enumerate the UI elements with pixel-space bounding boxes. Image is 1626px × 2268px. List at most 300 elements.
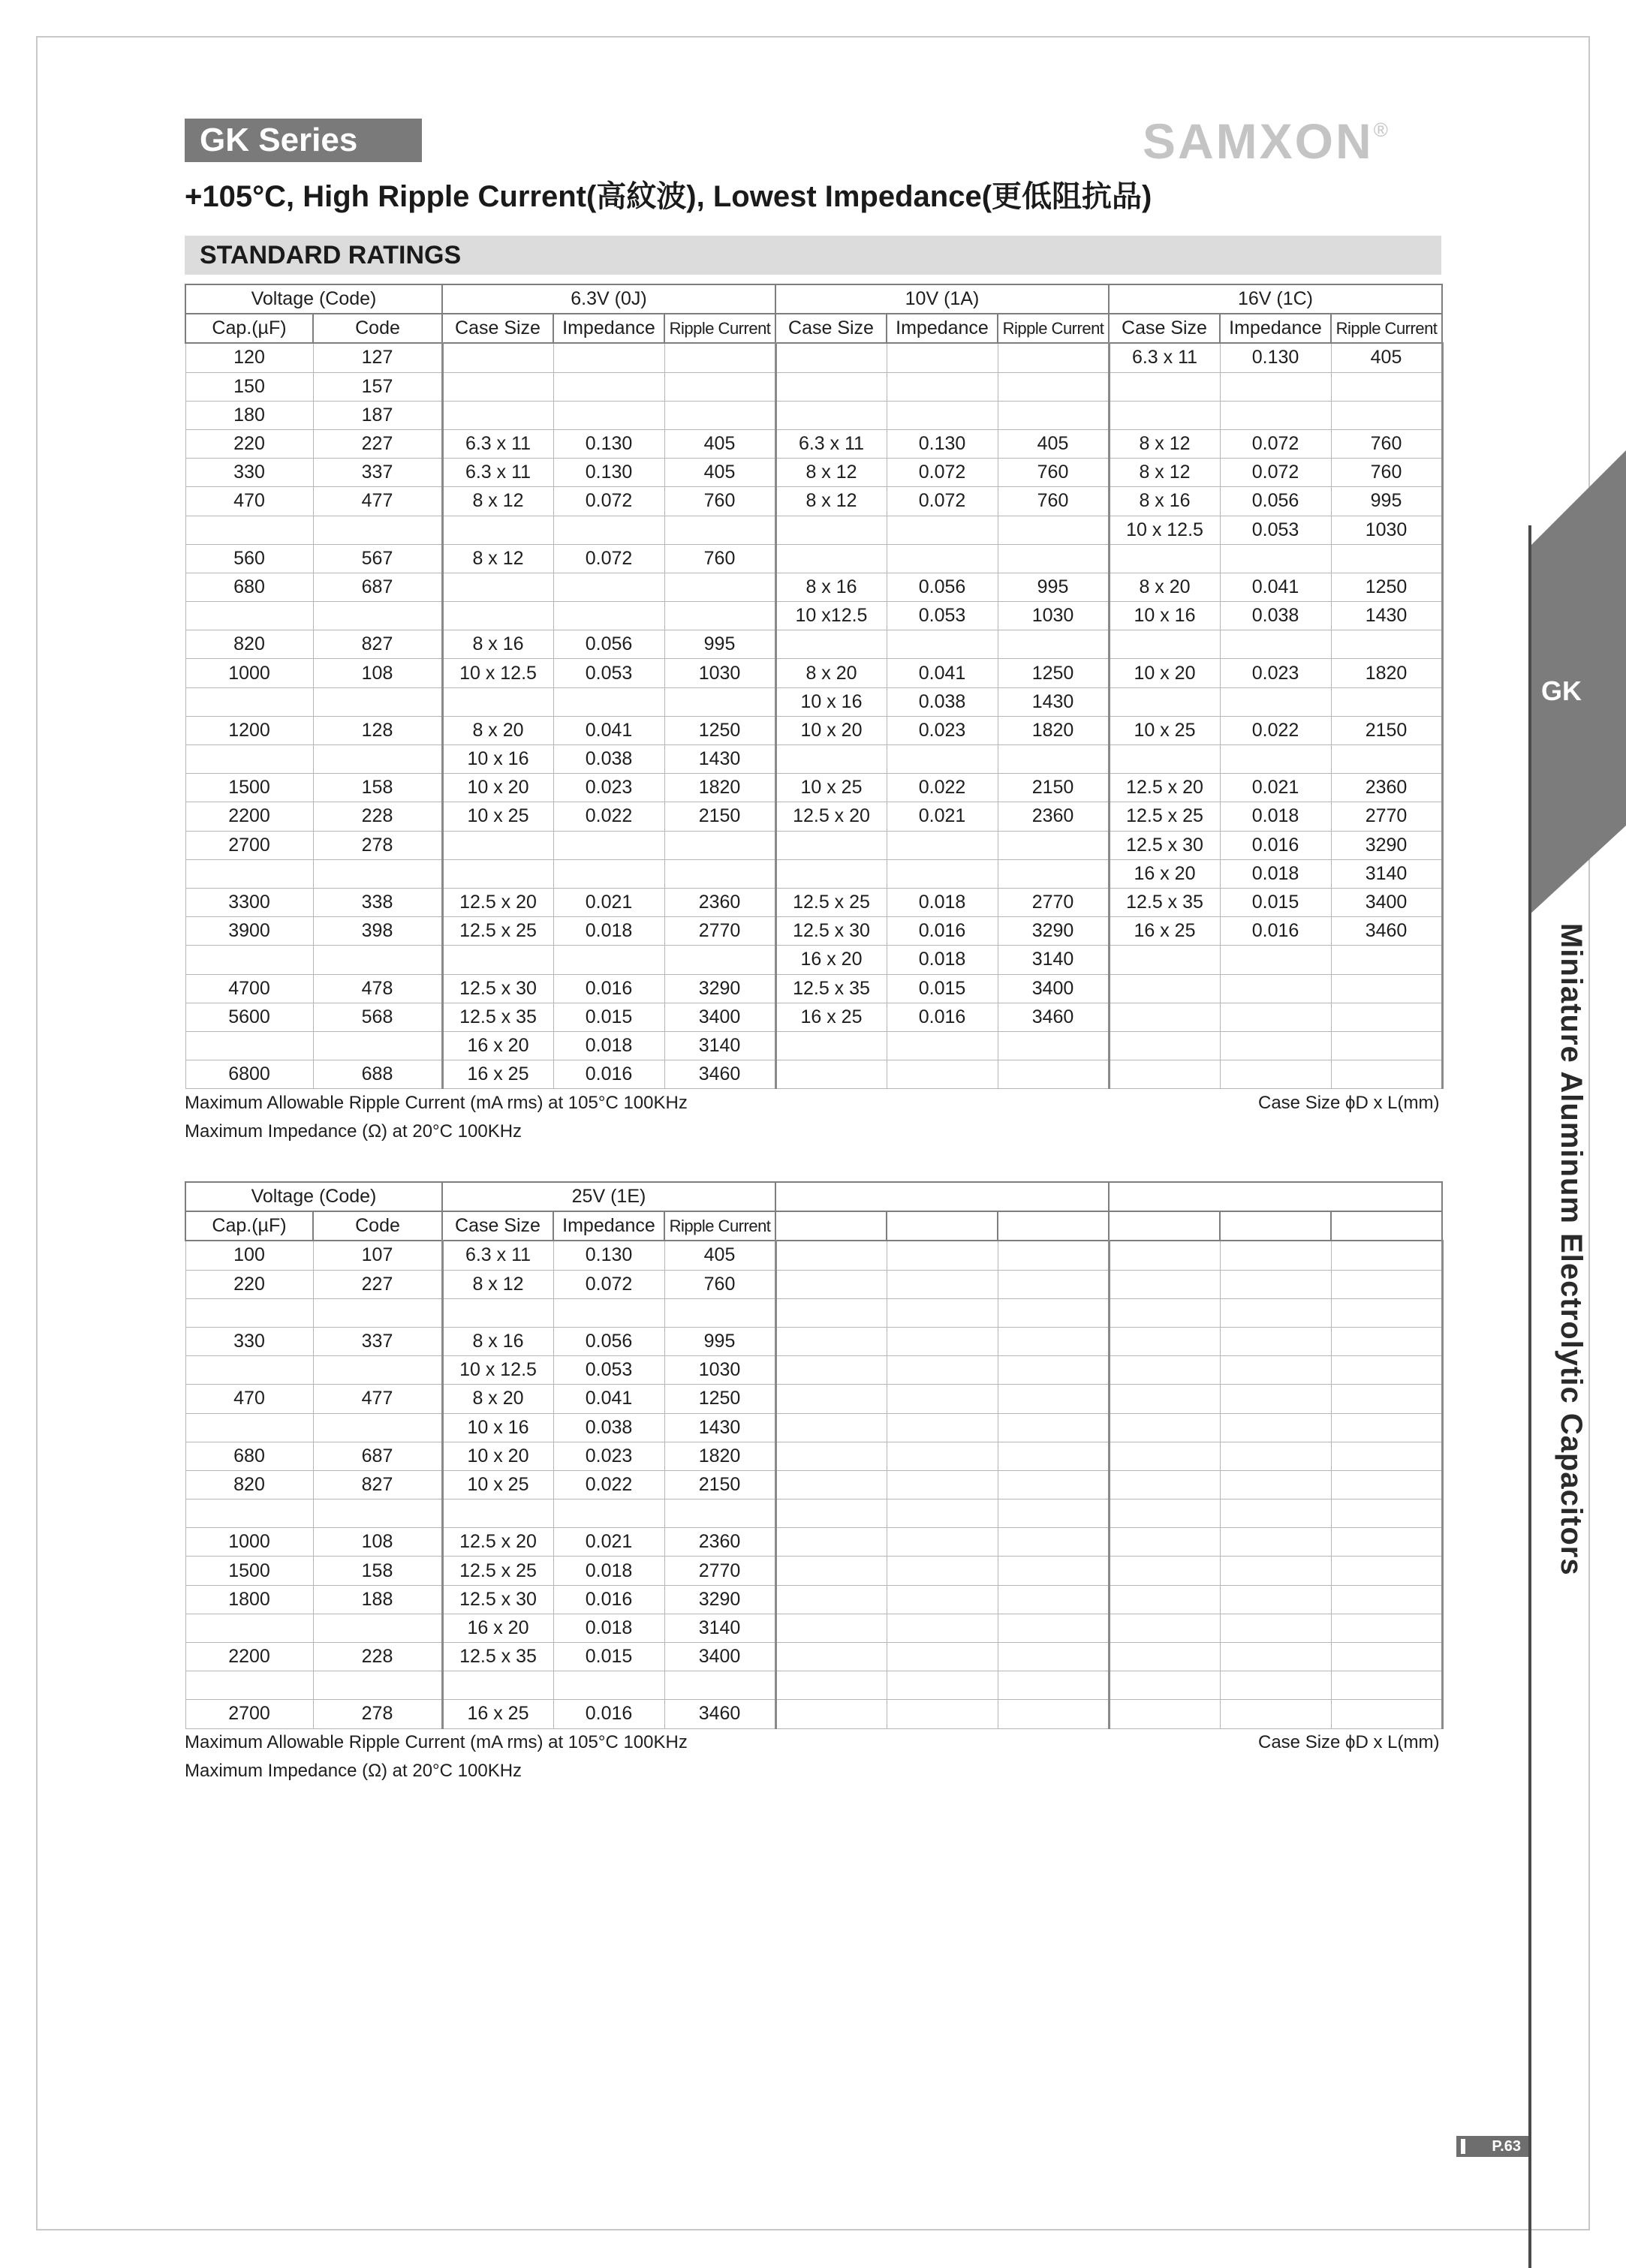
cap-cell: 470 [185, 1385, 313, 1413]
impedance-cell: 0.016 [887, 1003, 998, 1031]
table-row [185, 687, 1442, 716]
case-size-cell: 10 x 12.5 [442, 1356, 553, 1385]
case-size-cell [1109, 630, 1220, 659]
cap-cell: 2700 [185, 831, 313, 859]
empty-cell [775, 1327, 887, 1355]
empty-cell [1109, 1557, 1220, 1585]
code-cell: 827 [313, 1470, 442, 1499]
empty-cell [998, 1671, 1109, 1700]
impedance-cell: 0.056 [887, 573, 998, 601]
column-header: Ripple Current [1331, 314, 1442, 343]
ripple-current-cell: 1030 [998, 602, 1109, 630]
ripple-current-cell [664, 1298, 775, 1327]
case-size-cell: 16 x 25 [1109, 917, 1220, 946]
table-row [185, 630, 1442, 659]
impedance-cell [887, 859, 998, 888]
empty-cell [1331, 1557, 1442, 1585]
code-cell: 278 [313, 1700, 442, 1728]
ripple-current-cell: 1430 [664, 1413, 775, 1442]
cap-cell: 470 [185, 487, 313, 516]
case-size-cell: 10 x 20 [1109, 659, 1220, 687]
ripple-current-cell [664, 687, 775, 716]
impedance-cell: 0.072 [1220, 429, 1331, 458]
empty-cell [775, 1585, 887, 1614]
empty-cell [1109, 1643, 1220, 1671]
empty-cell [1220, 1700, 1331, 1728]
cap-header: Cap.(µF) [185, 1211, 313, 1241]
code-cell [313, 687, 442, 716]
cap-cell: 330 [185, 1327, 313, 1355]
impedance-cell: 0.021 [1220, 774, 1331, 802]
empty-cell [1220, 1356, 1331, 1385]
code-cell: 227 [313, 429, 442, 458]
impedance-cell: 0.018 [553, 917, 664, 946]
table-row [185, 1031, 1442, 1060]
ripple-current-cell: 760 [998, 487, 1109, 516]
impedance-cell: 0.041 [1220, 573, 1331, 601]
case-size-note-1: Case Size ϕD x L(mm) [1258, 1093, 1440, 1113]
impedance-cell [1220, 544, 1331, 573]
ripple-current-cell [1331, 401, 1442, 429]
case-size-cell: 12.5 x 35 [1109, 888, 1220, 916]
table-row [185, 946, 1442, 974]
case-size-cell: 6.3 x 11 [442, 459, 553, 487]
case-size-cell: 16 x 20 [442, 1614, 553, 1642]
ripple-current-cell: 3140 [998, 946, 1109, 974]
case-size-cell: 8 x 12 [442, 544, 553, 573]
table-row [185, 716, 1442, 744]
case-size-cell [1109, 974, 1220, 1003]
case-size-cell: 8 x 12 [775, 459, 887, 487]
impedance-cell: 0.021 [887, 802, 998, 831]
ripple-current-cell: 3140 [664, 1614, 775, 1642]
impedance-cell [553, 859, 664, 888]
cap-cell: 820 [185, 630, 313, 659]
table-row [185, 602, 1442, 630]
table-row [185, 1585, 1442, 1614]
cap-cell: 150 [185, 372, 313, 401]
ripple-current-cell [998, 544, 1109, 573]
impedance-cell [553, 401, 664, 429]
column-header: Case Size [442, 314, 553, 343]
empty-cell [998, 1470, 1109, 1499]
empty-cell [1109, 1700, 1220, 1728]
ripple-current-cell: 1250 [664, 716, 775, 744]
code-cell [313, 602, 442, 630]
empty-cell [1331, 1442, 1442, 1470]
case-size-cell: 6.3 x 11 [1109, 343, 1220, 372]
ripple-current-cell: 2360 [998, 802, 1109, 831]
voltage-header [775, 1182, 1109, 1211]
brand-logo [1143, 113, 1388, 170]
code-cell: 827 [313, 630, 442, 659]
empty-cell [775, 1643, 887, 1671]
cap-cell: 2200 [185, 802, 313, 831]
ripple-current-cell [998, 1060, 1109, 1089]
empty-cell [1220, 1413, 1331, 1442]
empty-cell [887, 1528, 998, 1557]
case-size-cell: 12.5 x 35 [442, 1003, 553, 1031]
empty-cell [1109, 1385, 1220, 1413]
ripple-current-cell [998, 859, 1109, 888]
ripple-current-cell: 405 [1331, 343, 1442, 372]
ripple-current-cell [664, 602, 775, 630]
code-cell [313, 745, 442, 774]
side-tab-label: GK [1541, 675, 1582, 706]
empty-cell [1220, 1643, 1331, 1671]
impedance-cell: 0.021 [553, 888, 664, 916]
impedance-cell [553, 372, 664, 401]
cap-cell: 330 [185, 459, 313, 487]
vertical-title: Miniature Aluminum Electrolytic Capacitors [1555, 923, 1588, 1576]
ripple-current-cell [998, 343, 1109, 372]
empty-cell [1220, 1470, 1331, 1499]
series-badge: GK Series [185, 119, 422, 162]
code-cell: 228 [313, 802, 442, 831]
code-cell: 337 [313, 1327, 442, 1355]
code-cell: 338 [313, 888, 442, 916]
case-size-cell: 10 x 20 [442, 1442, 553, 1470]
ripple-current-cell [1331, 630, 1442, 659]
ripple-current-cell: 2150 [1331, 716, 1442, 744]
code-cell: 158 [313, 774, 442, 802]
empty-cell [998, 1614, 1109, 1642]
code-cell: 157 [313, 372, 442, 401]
case-size-cell: 12.5 x 20 [1109, 774, 1220, 802]
table-row [185, 1700, 1442, 1728]
impedance-cell [553, 1298, 664, 1327]
empty-cell [1220, 1614, 1331, 1642]
case-size-cell: 12.5 x 20 [442, 1528, 553, 1557]
ripple-current-cell: 405 [664, 459, 775, 487]
section-title: STANDARD RATINGS [185, 236, 1441, 275]
column-header: Case Size [442, 1211, 553, 1241]
cap-cell: 4700 [185, 974, 313, 1003]
impedance-cell: 0.053 [553, 1356, 664, 1385]
impedance-cell: 0.053 [887, 602, 998, 630]
ripple-current-cell: 3400 [664, 1003, 775, 1031]
impedance-cell: 0.041 [887, 659, 998, 687]
case-size-cell: 16 x 25 [442, 1700, 553, 1728]
ripple-current-cell: 3290 [1331, 831, 1442, 859]
ripple-current-cell [998, 516, 1109, 544]
cap-cell [185, 516, 313, 544]
impedance-cell [1220, 372, 1331, 401]
impedance-cell: 0.041 [553, 1385, 664, 1413]
case-size-cell: 12.5 x 25 [442, 1557, 553, 1585]
table-row [185, 774, 1442, 802]
case-size-cell: 10 x12.5 [775, 602, 887, 630]
empty-cell [887, 1470, 998, 1499]
ripple-current-cell [664, 1671, 775, 1700]
empty-cell [1109, 1442, 1220, 1470]
cap-cell: 2700 [185, 1700, 313, 1728]
impedance-cell: 0.018 [1220, 859, 1331, 888]
empty-cell [887, 1700, 998, 1728]
impedance-cell: 0.053 [1220, 516, 1331, 544]
impedance-cell: 0.130 [1220, 343, 1331, 372]
impedance-cell [553, 1671, 664, 1700]
ripple-current-cell [664, 401, 775, 429]
ripple-current-cell: 1030 [1331, 516, 1442, 544]
code-cell: 688 [313, 1060, 442, 1089]
impedance-cell: 0.130 [553, 459, 664, 487]
impedance-note-2: Maximum Impedance (Ω) at 20°C 100KHz [185, 1761, 522, 1781]
ripple-current-cell [1331, 1003, 1442, 1031]
empty-header-cell [1220, 1211, 1331, 1241]
ripple-current-cell [1331, 745, 1442, 774]
empty-cell [775, 1557, 887, 1585]
impedance-cell: 0.130 [553, 1241, 664, 1270]
ripple-current-cell: 1820 [664, 774, 775, 802]
ripple-current-cell: 3460 [664, 1700, 775, 1728]
ripple-current-cell [998, 630, 1109, 659]
empty-cell [775, 1241, 887, 1270]
impedance-cell: 0.072 [553, 544, 664, 573]
cap-cell: 820 [185, 1470, 313, 1499]
impedance-cell [1220, 401, 1331, 429]
table-row [185, 459, 1442, 487]
case-size-cell: 8 x 12 [442, 1270, 553, 1298]
table-row [185, 1270, 1442, 1298]
ripple-current-cell [998, 372, 1109, 401]
table-row [185, 1643, 1442, 1671]
cap-cell: 180 [185, 401, 313, 429]
ripple-current-cell [1331, 946, 1442, 974]
impedance-cell: 0.038 [553, 745, 664, 774]
empty-cell [998, 1528, 1109, 1557]
empty-cell [775, 1356, 887, 1385]
table-row [185, 401, 1442, 429]
table-row [185, 343, 1442, 372]
cap-cell: 680 [185, 1442, 313, 1470]
case-size-cell [1109, 946, 1220, 974]
code-header: Code [313, 1211, 442, 1241]
case-size-cell [775, 831, 887, 859]
empty-cell [1109, 1585, 1220, 1614]
table-row [185, 1671, 1442, 1700]
table-row [185, 1442, 1442, 1470]
case-size-cell: 10 x 20 [442, 774, 553, 802]
impedance-cell: 0.056 [1220, 487, 1331, 516]
case-size-cell [775, 630, 887, 659]
empty-cell [775, 1385, 887, 1413]
impedance-cell: 0.015 [553, 1003, 664, 1031]
case-size-cell [775, 516, 887, 544]
empty-cell [887, 1499, 998, 1528]
case-size-cell [442, 831, 553, 859]
table-row [185, 516, 1442, 544]
empty-cell [1109, 1614, 1220, 1642]
column-header-row [185, 314, 1442, 343]
case-size-cell [775, 544, 887, 573]
impedance-cell [553, 573, 664, 601]
case-size-cell [1109, 1060, 1220, 1089]
impedance-cell [1220, 687, 1331, 716]
empty-cell [887, 1270, 998, 1298]
case-size-cell: 12.5 x 35 [775, 974, 887, 1003]
empty-cell [998, 1298, 1109, 1327]
column-header: Case Size [1109, 314, 1220, 343]
case-size-cell [442, 1499, 553, 1528]
ripple-current-cell [664, 1499, 775, 1528]
empty-cell [1109, 1241, 1220, 1270]
empty-cell [1331, 1671, 1442, 1700]
empty-cell [998, 1327, 1109, 1355]
code-cell [313, 516, 442, 544]
empty-cell [887, 1298, 998, 1327]
cap-cell: 220 [185, 429, 313, 458]
case-size-cell [442, 1298, 553, 1327]
case-size-cell: 16 x 25 [442, 1060, 553, 1089]
case-size-cell [442, 372, 553, 401]
case-size-cell: 8 x 12 [442, 487, 553, 516]
empty-cell [1331, 1270, 1442, 1298]
cap-cell [185, 1031, 313, 1060]
case-size-cell: 16 x 20 [442, 1031, 553, 1060]
empty-cell [1331, 1327, 1442, 1355]
voltage-header: 25V (1E) [442, 1182, 775, 1211]
table-row [185, 1003, 1442, 1031]
ripple-current-cell [1331, 687, 1442, 716]
ripple-current-cell: 2770 [664, 1557, 775, 1585]
case-size-cell [442, 687, 553, 716]
empty-cell [887, 1614, 998, 1642]
impedance-cell: 0.016 [553, 1700, 664, 1728]
case-size-cell [775, 745, 887, 774]
ripple-current-cell [664, 372, 775, 401]
ripple-current-cell: 2770 [664, 917, 775, 946]
empty-cell [998, 1241, 1109, 1270]
ripple-current-cell: 760 [664, 1270, 775, 1298]
voltage-header-row [185, 284, 1442, 314]
cap-cell: 1000 [185, 659, 313, 687]
column-header: Impedance [553, 1211, 664, 1241]
impedance-cell [553, 687, 664, 716]
voltage-header: 16V (1C) [1109, 284, 1442, 314]
code-cell: 478 [313, 974, 442, 1003]
empty-cell [1109, 1671, 1220, 1700]
empty-cell [998, 1585, 1109, 1614]
voltage-header: 10V (1A) [775, 284, 1109, 314]
voltage-header-row [185, 1182, 1442, 1211]
ripple-current-cell [664, 343, 775, 372]
impedance-cell [553, 831, 664, 859]
empty-cell [998, 1557, 1109, 1585]
cap-cell: 1800 [185, 1585, 313, 1614]
impedance-cell [887, 516, 998, 544]
impedance-cell: 0.056 [553, 630, 664, 659]
code-cell: 188 [313, 1585, 442, 1614]
impedance-cell: 0.018 [887, 888, 998, 916]
impedance-cell: 0.072 [553, 487, 664, 516]
empty-cell [887, 1671, 998, 1700]
code-cell [313, 1671, 442, 1700]
empty-cell [998, 1700, 1109, 1728]
empty-cell [775, 1270, 887, 1298]
empty-cell [1109, 1327, 1220, 1355]
case-size-cell: 8 x 16 [442, 630, 553, 659]
ripple-current-cell: 760 [664, 544, 775, 573]
empty-header-cell [775, 1211, 887, 1241]
impedance-cell: 0.018 [887, 946, 998, 974]
empty-cell [887, 1643, 998, 1671]
ripple-current-cell: 1430 [664, 745, 775, 774]
impedance-cell: 0.053 [553, 659, 664, 687]
cap-cell: 1500 [185, 1557, 313, 1585]
empty-cell [998, 1442, 1109, 1470]
case-size-cell: 10 x 25 [442, 802, 553, 831]
impedance-cell: 0.016 [553, 1060, 664, 1089]
empty-cell [887, 1327, 998, 1355]
code-cell [313, 1413, 442, 1442]
empty-cell [998, 1499, 1109, 1528]
column-header-row [185, 1211, 1442, 1241]
impedance-cell: 0.015 [887, 974, 998, 1003]
ripple-current-cell: 2360 [664, 888, 775, 916]
cap-cell: 120 [185, 343, 313, 372]
impedance-cell: 0.018 [1220, 802, 1331, 831]
impedance-cell: 0.038 [553, 1413, 664, 1442]
table-row [185, 1413, 1442, 1442]
case-size-cell: 10 x 20 [775, 716, 887, 744]
code-cell: 107 [313, 1241, 442, 1270]
impedance-cell [1220, 1060, 1331, 1089]
code-cell [313, 1031, 442, 1060]
impedance-cell: 0.018 [553, 1557, 664, 1585]
case-size-cell [775, 401, 887, 429]
impedance-cell [887, 630, 998, 659]
ripple-current-cell: 3460 [1331, 917, 1442, 946]
ratings-table-1 [185, 284, 1444, 1089]
ripple-current-cell [664, 859, 775, 888]
case-size-cell [775, 1031, 887, 1060]
ripple-current-cell [1331, 1060, 1442, 1089]
table-row [185, 659, 1442, 687]
empty-cell [998, 1643, 1109, 1671]
code-cell [313, 1614, 442, 1642]
table-row [185, 1614, 1442, 1642]
cap-cell: 3300 [185, 888, 313, 916]
case-size-cell: 8 x 20 [1109, 573, 1220, 601]
ripple-current-cell: 995 [1331, 487, 1442, 516]
impedance-cell [553, 516, 664, 544]
case-size-cell: 10 x 25 [442, 1470, 553, 1499]
table-row [185, 1060, 1442, 1089]
impedance-cell [887, 745, 998, 774]
case-size-cell: 10 x 16 [442, 745, 553, 774]
impedance-cell [553, 1499, 664, 1528]
case-size-cell: 10 x 16 [775, 687, 887, 716]
impedance-cell: 0.022 [553, 1470, 664, 1499]
side-rule [1528, 525, 1531, 2268]
empty-cell [998, 1270, 1109, 1298]
table-row [185, 1327, 1442, 1355]
ripple-current-cell [664, 573, 775, 601]
impedance-cell: 0.016 [1220, 831, 1331, 859]
ripple-current-cell: 3140 [664, 1031, 775, 1060]
empty-header-cell [998, 1211, 1109, 1241]
impedance-cell: 0.023 [887, 716, 998, 744]
page-number [1456, 2136, 1528, 2157]
empty-cell [1331, 1356, 1442, 1385]
ripple-note-1: Maximum Allowable Ripple Current (mA rms) at 105°C 100KHz [185, 1093, 688, 1113]
case-size-cell [1109, 1031, 1220, 1060]
cap-cell: 2200 [185, 1643, 313, 1671]
table-row [185, 1385, 1442, 1413]
ripple-current-cell [1331, 974, 1442, 1003]
voltage-code-label: Voltage (Code) [185, 1182, 442, 1211]
